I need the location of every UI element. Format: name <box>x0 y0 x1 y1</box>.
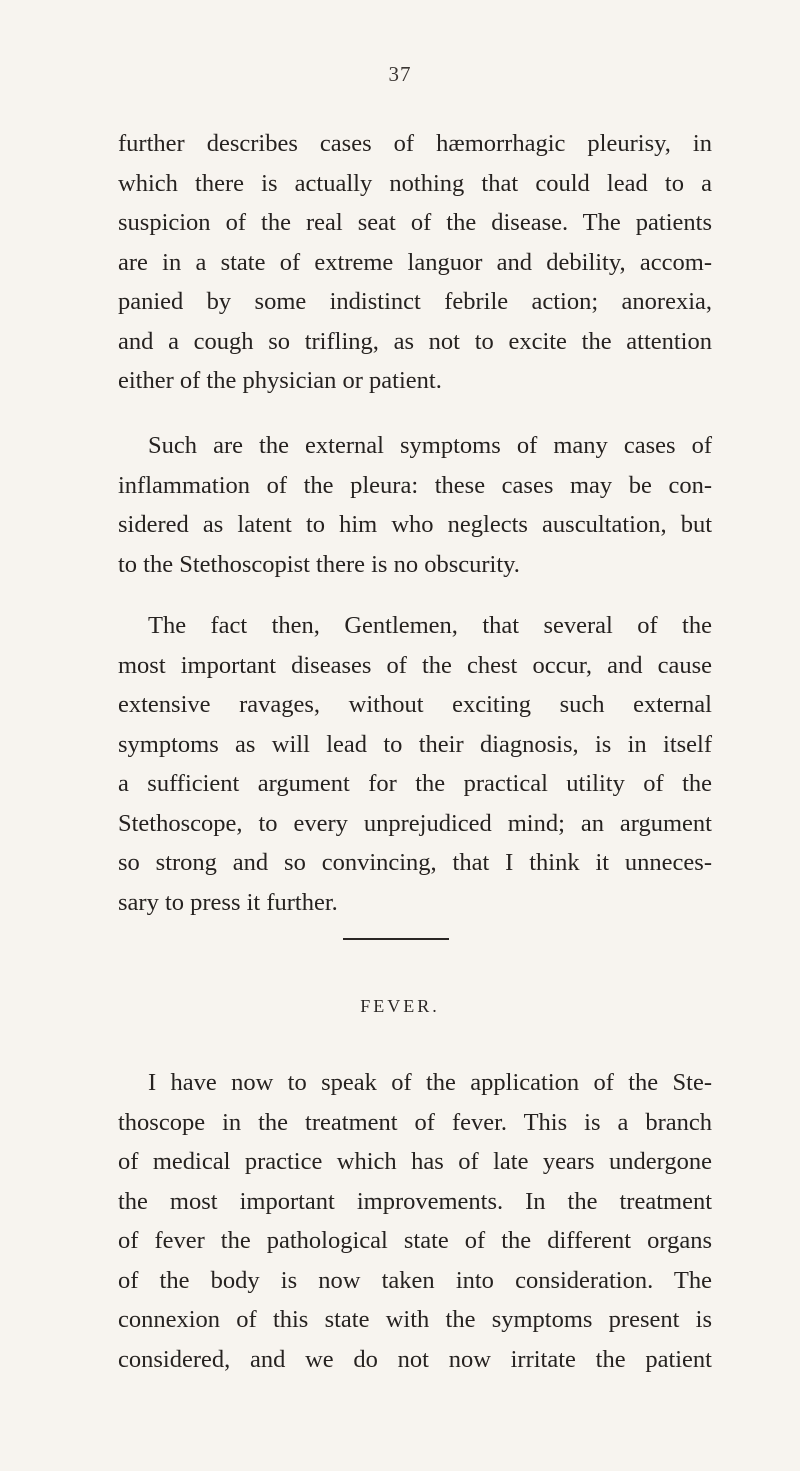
section-heading: FEVER. <box>360 996 440 1016</box>
text-line: connexion of this state with the symptoms present is <box>118 1306 712 1333</box>
text-line: of medical practice which has of late years undergone <box>118 1148 712 1175</box>
text-line: which there is actually nothing that could lead to a <box>118 169 712 197</box>
text-line: either of the physician or patient. <box>118 367 442 394</box>
text-line: symptoms as will lead to their diagnosis, is in itself <box>118 730 712 758</box>
text-line: sidered as latent to him who neglects auscultation, but <box>118 511 712 538</box>
text-line: of fever the pathological state of the different organs <box>118 1227 712 1254</box>
text-line: are in a state of extreme languor and debility, accom- <box>118 248 712 276</box>
section-divider <box>343 938 449 940</box>
text-line: The fact then, Gentlemen, that several of the <box>148 612 712 639</box>
text-line: further describes cases of hæmorrhagic pleurisy, in <box>118 130 712 157</box>
text-line: panied by some indistinct febrile action; anorexia, <box>118 288 712 315</box>
text-line: most important diseases of the chest occur, and cause <box>118 651 712 679</box>
text-line: extensive ravages, without exciting such external <box>118 691 712 718</box>
text-line: Such are the external symptoms of many cases of <box>148 432 712 459</box>
text-line: I have now to speak of the application of the Ste- <box>148 1069 712 1096</box>
text-line: so strong and so convincing, that I think it unneces- <box>118 849 712 876</box>
paragraph-4 <box>118 1063 712 1379</box>
text-line: a sufficient argument for the practical utility of the <box>118 770 712 797</box>
paragraph-1 <box>118 124 712 401</box>
text-line: considered, and we do not now irritate the patient <box>118 1345 712 1373</box>
text-line: Stethoscope, to every unprejudiced mind; an argument <box>118 809 712 837</box>
page-number: 37 <box>388 62 412 86</box>
text-line: to the Stethoscopist there is no obscurity. <box>118 550 520 578</box>
text-line: the most important improvements. In the treatment <box>118 1187 712 1215</box>
text-line: suspicion of the real seat of the disease. The patients <box>118 209 712 236</box>
text-line: thoscope in the treatment of fever. This is a branch <box>118 1108 712 1136</box>
paragraph-2 <box>118 426 712 584</box>
text-line: sary to press it further. <box>118 888 338 916</box>
text-line: of the body is now taken into consideration. The <box>118 1266 712 1294</box>
paragraph-3 <box>118 606 712 922</box>
text-line: and a cough so trifling, as not to excite the attention <box>118 327 712 355</box>
text-line: inflammation of the pleura: these cases may be con- <box>118 471 712 499</box>
